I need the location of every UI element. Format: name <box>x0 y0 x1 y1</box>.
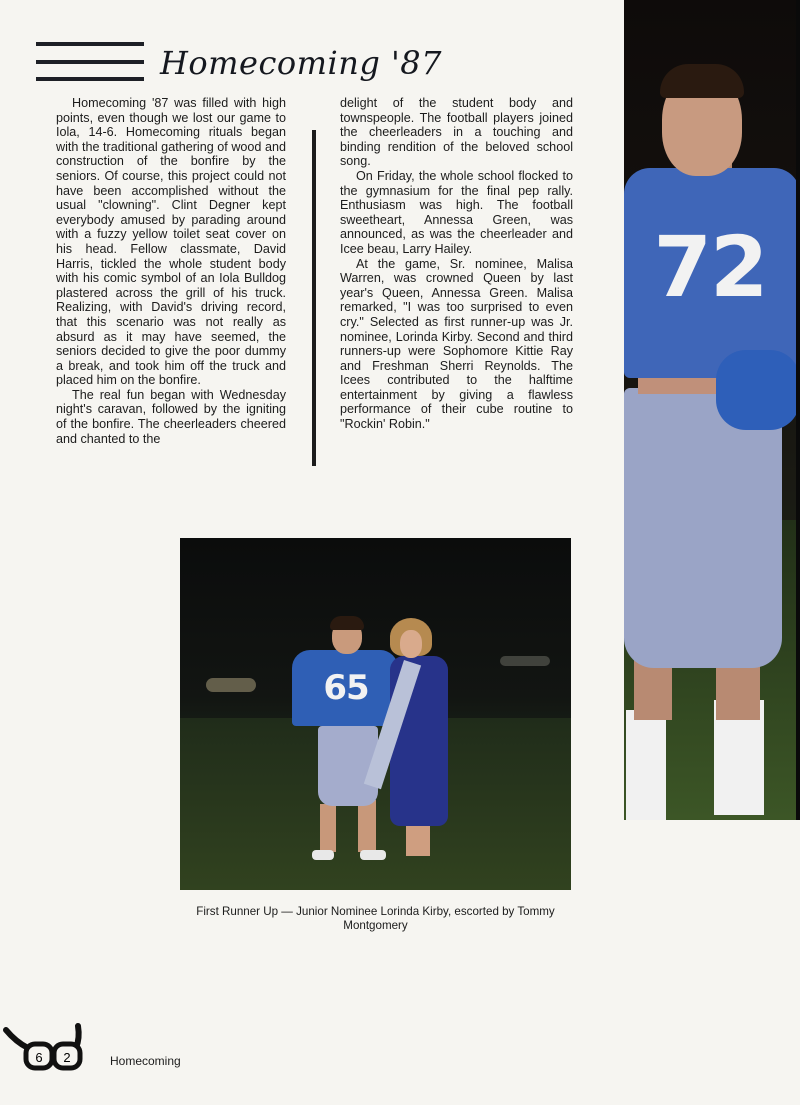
article-paragraph: At the game, Sr. nominee, Malisa Warren, was crowned Queen by last year's Queen, Annessa Green. Malisa remarked, "I was too surprised to even cry." Selected as first runner-up was Jr. nominee, Lorinda Kirby. Second and third runners-up were Sophomore Kittie Ray and Freshman Sherri Reynolds. The Icees contributed to the halftime entertainment by giving a flawless performance of their cube routine to "Rockin' Robin." <box>340 256 573 432</box>
title-rule-3 <box>36 77 144 81</box>
glasses-icon <box>2 1018 84 1074</box>
page-number-digit-2: 2 <box>63 1050 71 1065</box>
title-rule-2 <box>36 60 144 64</box>
article-paragraph: Homecoming '87 was filled with high points, even though we lost our game to Iola, 14-6. Homecoming rituals began with the traditional gathering of wood and construction of the bonfire by the seniors. Of course, this project could not have been accomplished without the usual "clowning". Clint Degner kept everybody amused by parading around with a fuzzy yellow toilet seat cover on his head. Fellow classmate, David Harris, tickled the whole student body with his comic symbol of an Iola Bulldog plastered across the grill of his truck. Realizing, with David's driving record, that this scenario was not really as absurd as it may have seemed, the seniors decided to give the poor dummy a break, and took him off the truck and placed him on the bonfire. <box>56 96 286 388</box>
article-paragraph: On Friday, the whole school flocked to the gymnasium for the final pep rally. Enthusiasm was high. The football sweetheart, Annessa Green, was announced, as was the cheerleader and Icee beau, Larry Hailey. <box>340 168 573 256</box>
column-divider <box>312 130 316 466</box>
title-rule-1 <box>36 42 144 46</box>
photo-caption: First Runner Up — Junior Nominee Lorinda Kirby, escorted by Tommy Montgomery <box>196 905 555 932</box>
section-footer: Homecoming <box>110 1054 181 1068</box>
photo-football-player <box>624 0 800 820</box>
article-column-right <box>340 96 573 432</box>
article-paragraph-continued: delight of the student body and townspeople. The football players joined the cheerleaders in a touching and binding rendition of the beloved school song. <box>340 96 573 169</box>
page-number-digit-1: 6 <box>35 1050 43 1065</box>
jersey-number: 72 <box>653 218 767 316</box>
photo-homecoming-couple <box>180 538 571 890</box>
page-title: Homecoming '87 <box>160 44 442 82</box>
jersey-number: 65 <box>323 668 369 708</box>
article-column-left <box>56 96 286 446</box>
article-paragraph: The real fun began with Wednesday night's caravan, followed by the igniting of the bonfire. The cheerleaders cheered and chanted to the <box>56 387 286 446</box>
